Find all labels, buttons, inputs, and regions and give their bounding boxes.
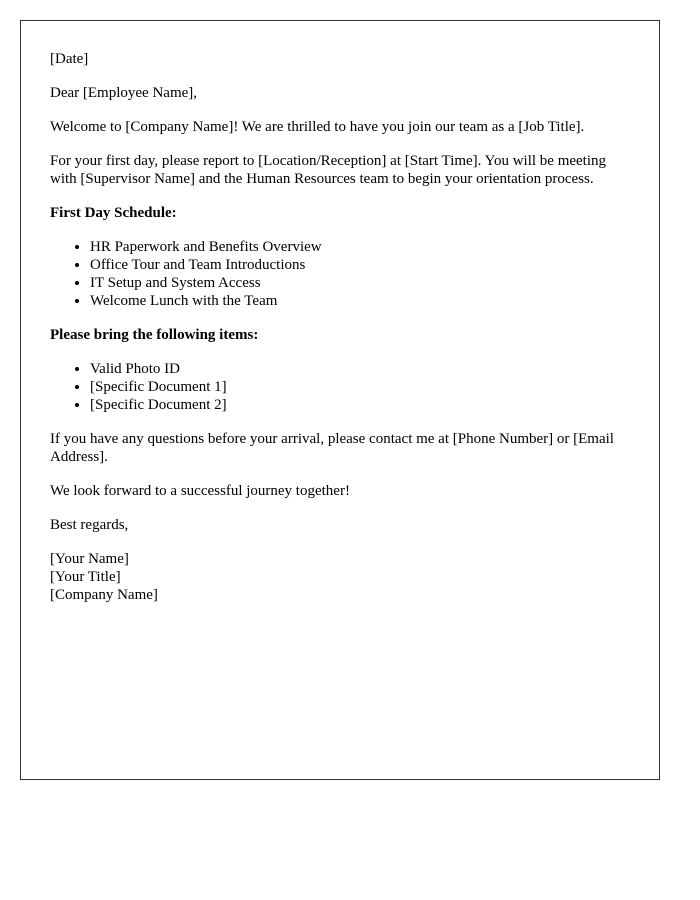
schedule-list bbox=[50, 238, 630, 310]
closing-line: We look forward to a successful journey together! bbox=[50, 483, 350, 499]
welcome-paragraph: Welcome to [Company Name]! We are thrilled to have you join our team as a [Job Title]. bbox=[50, 119, 585, 135]
letter-salutation: Dear [Employee Name], bbox=[50, 85, 198, 101]
list-item: • IT Setup and System Access bbox=[90, 274, 630, 292]
bring-items-heading: Please bring the following items: bbox=[50, 327, 259, 343]
letter-date: [Date] bbox=[50, 51, 89, 67]
bring-items-list bbox=[50, 360, 630, 414]
questions-paragraph: If you have any questions before your arrival, please contact me at [Phone Number] or [Email Address]. bbox=[50, 431, 614, 465]
list-item: • Office Tour and Team Introductions bbox=[90, 256, 630, 274]
signature-block bbox=[50, 550, 630, 604]
schedule-heading: First Day Schedule: bbox=[50, 205, 177, 221]
list-item: • HR Paperwork and Benefits Overview bbox=[90, 238, 630, 256]
list-item: • Valid Photo ID bbox=[90, 360, 630, 378]
letter-page bbox=[20, 20, 660, 780]
signature-name: [Your Name] bbox=[50, 551, 129, 567]
signature-title: [Your Title] bbox=[50, 569, 121, 585]
sign-off: Best regards, bbox=[50, 517, 129, 533]
list-item: • Welcome Lunch with the Team bbox=[90, 292, 630, 310]
signature-company: [Company Name] bbox=[50, 587, 158, 603]
list-item: • [Specific Document 2] bbox=[90, 396, 630, 414]
first-day-paragraph: For your first day, please report to [Location/Reception] at [Start Time]. You will be meeting with [Supervisor Name] and the Human Resources team to begin your orientation process. bbox=[50, 153, 607, 187]
list-item: • [Specific Document 1] bbox=[90, 378, 630, 396]
